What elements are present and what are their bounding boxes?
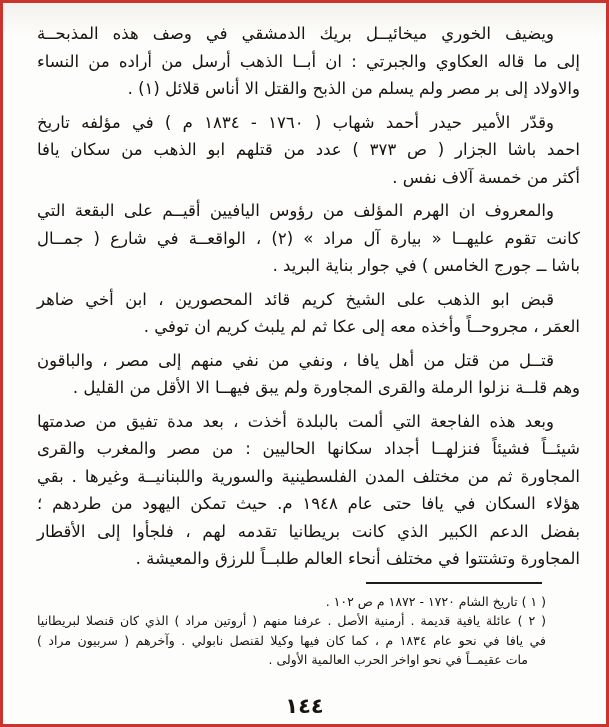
footnote-line: مات عقيمــاً في نحو اواخر الحرب العالمية الأولى . [268, 652, 528, 667]
text-line: احمد باشا الجزار ( ص ٣٧٣ ) عدد من قتلهم ابو الذهب من سكان يافا [37, 140, 580, 159]
paragraph [37, 347, 580, 402]
text-line: أكثر من خمسة آلاف نفس . [392, 167, 580, 187]
text-line: قتــل من قتل من أهل يافا ، ونفي من نفي منهم إلى مصر ، والباقون [37, 350, 554, 370]
paragraph [37, 109, 580, 192]
paragraph [37, 197, 580, 280]
footnote [37, 592, 546, 612]
text-line: العمَر ، مجروحــاً وأخذه معه إلى عكا ثم لم يلبث كريم ان توفي . [143, 317, 580, 336]
footnote-divider [366, 582, 542, 584]
footnote-line: في يافا في نحو عام ١٨٣٤ م ، كما كان فيها وكيلا لقنصل نابولي . وآخرهم ( سربيون مراد ) [37, 632, 547, 648]
text-line: وهم قلــة نزلوا الرملة والقرى المجاورة ولم يبق فيهــا الا الأقل من القليل . [72, 378, 580, 397]
text-line: المجاورة ثم من مختلف المدن الفلسطينية والسورية واللبنانيــة وغيرها . بقي [37, 466, 580, 486]
page-number: ١٤٤ [285, 694, 324, 718]
text-line: إلى ما قاله العكاوي والجبرتي : ان أبــا الذهب أرسل من أراده من النساء [37, 51, 580, 71]
text-line: باشا ــ جورج الخامس ) في جوار بناية البريد . [272, 256, 580, 275]
text-line: والاولاد إلى بر مصر ولم يسلم من الذبح والقتل الا أناس قلائل (١) . [127, 79, 580, 98]
footnotes-block [37, 592, 580, 670]
footnote-line: ( ٢ ) عائلة يافية قديمة . أرمنية الأصل . عرفنا منهم ( أروتين مراد ) الذي كان قنصلا لبريطانيا [37, 613, 546, 628]
paragraph [37, 286, 580, 341]
text-line: كانت تقوم عليهــا « بيارة آل مراد » (٢) ، الواقعــة في شارع ( جمــال [37, 228, 581, 248]
paragraph [37, 20, 580, 103]
text-line: والمعروف ان الهرم المؤلف من رؤوس اليافيين أقيــم على البقعة التي [37, 201, 554, 220]
text-line: المجاورة وتشتتوا في مختلف أنحاء العالم طلبــاً للرزق والمعيشة . [135, 549, 580, 568]
text-line: هؤلاء السكان في يافا حتى عام ١٩٤٨ م. حيث تمكن اليهود من طردهم ؛ [37, 494, 580, 513]
paragraph [37, 408, 580, 573]
text-line: شيئــاً فشيئاً فنزلهــا أجداد سكانها الحاليين : من مصر والمغرب والقرى [37, 439, 580, 458]
main-text-block [3, 3, 606, 670]
text-line: ويضيف الخوري ميخائيــل بريك الدمشقي في وصف هذه المذبحــة [37, 24, 554, 43]
text-line: قبض ابو الذهب على الشيخ كريم قائد المحصورين ، ابن أخي ضاهر [37, 289, 554, 309]
text-line: وبعد هذه الفاجعة التي ألمت بالبلدة أخذت ، بعد مدة تفيق من صدمتها [37, 411, 554, 431]
footnote-line: ( ١ ) تاريخ الشام ١٧٢٠ - ١٨٧٢ م ص ١٠٢ . [325, 593, 546, 609]
text-line: بفضل الدعم الكبير الذي كانت بريطانيا تقدمه لهم ، فلجأوا إلى الأقطار [37, 521, 580, 541]
text-line: وقدّر الأمير حيدر أحمد شهاب ( ١٧٦٠ - ١٨٣٤ م ) في مؤلفه تاريخ [37, 112, 554, 132]
footnote [37, 611, 546, 670]
